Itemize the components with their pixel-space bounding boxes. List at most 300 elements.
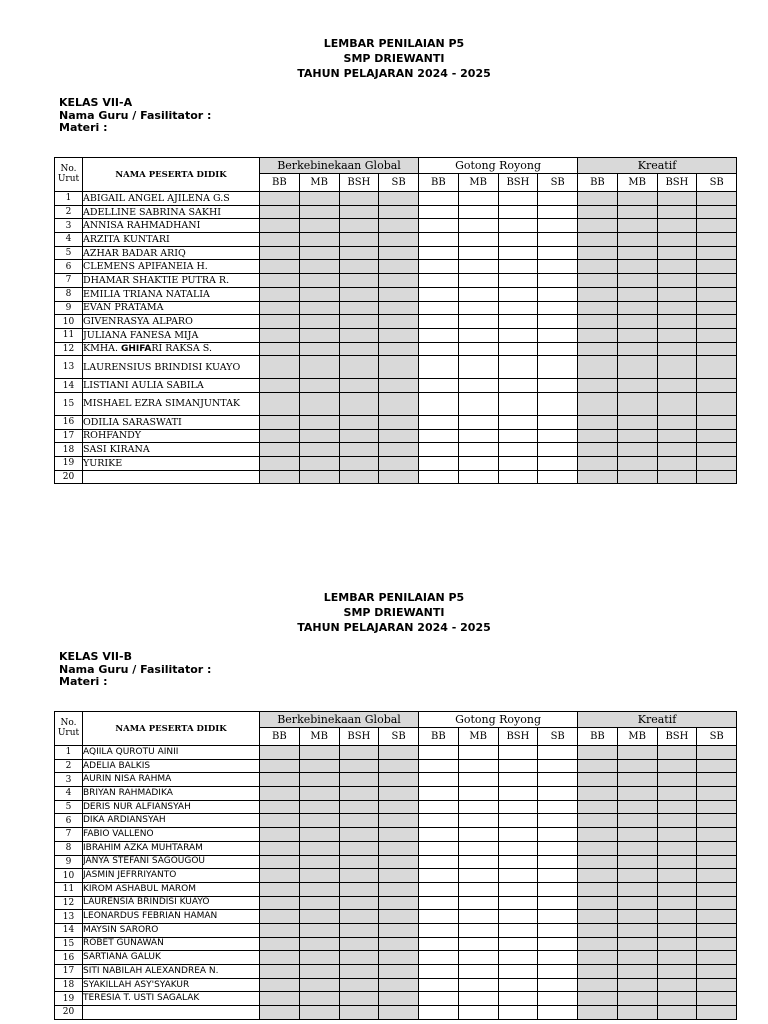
score-cell[interactable] xyxy=(339,246,379,260)
score-cell[interactable] xyxy=(578,773,618,787)
score-cell[interactable] xyxy=(299,855,339,869)
score-cell[interactable] xyxy=(617,814,657,828)
score-cell[interactable] xyxy=(299,828,339,842)
score-cell[interactable] xyxy=(419,896,459,910)
score-cell[interactable] xyxy=(538,1006,578,1020)
score-cell[interactable] xyxy=(260,951,300,965)
score-cell[interactable] xyxy=(617,287,657,301)
score-cell[interactable] xyxy=(617,923,657,937)
score-cell[interactable] xyxy=(260,392,300,415)
score-cell[interactable] xyxy=(379,759,419,773)
score-cell[interactable] xyxy=(538,814,578,828)
score-cell[interactable] xyxy=(538,937,578,951)
score-cell[interactable] xyxy=(697,882,737,896)
score-cell[interactable] xyxy=(498,260,538,274)
score-cell[interactable] xyxy=(657,260,697,274)
score-cell[interactable] xyxy=(299,443,339,457)
score-cell[interactable] xyxy=(458,896,498,910)
score-cell[interactable] xyxy=(657,379,697,393)
score-cell[interactable] xyxy=(260,315,300,329)
score-cell[interactable] xyxy=(617,470,657,484)
score-cell[interactable] xyxy=(578,828,618,842)
score-cell[interactable] xyxy=(617,233,657,247)
score-cell[interactable] xyxy=(379,274,419,288)
score-cell[interactable] xyxy=(260,246,300,260)
score-cell[interactable] xyxy=(538,457,578,471)
score-cell[interactable] xyxy=(578,260,618,274)
score-cell[interactable] xyxy=(498,287,538,301)
score-cell[interactable] xyxy=(458,356,498,379)
score-cell[interactable] xyxy=(299,315,339,329)
score-cell[interactable] xyxy=(299,219,339,233)
score-cell[interactable] xyxy=(697,246,737,260)
score-cell[interactable] xyxy=(617,855,657,869)
score-cell[interactable] xyxy=(578,392,618,415)
score-cell[interactable] xyxy=(697,379,737,393)
score-cell[interactable] xyxy=(498,443,538,457)
score-cell[interactable] xyxy=(617,443,657,457)
score-cell[interactable] xyxy=(339,937,379,951)
score-cell[interactable] xyxy=(419,457,459,471)
score-cell[interactable] xyxy=(697,260,737,274)
score-cell[interactable] xyxy=(260,219,300,233)
score-cell[interactable] xyxy=(299,379,339,393)
score-cell[interactable] xyxy=(419,759,459,773)
score-cell[interactable] xyxy=(299,415,339,429)
score-cell[interactable] xyxy=(419,429,459,443)
score-cell[interactable] xyxy=(498,301,538,315)
score-cell[interactable] xyxy=(458,814,498,828)
score-cell[interactable] xyxy=(419,192,459,206)
score-cell[interactable] xyxy=(419,787,459,801)
score-cell[interactable] xyxy=(657,233,697,247)
score-cell[interactable] xyxy=(299,951,339,965)
score-cell[interactable] xyxy=(379,392,419,415)
score-cell[interactable] xyxy=(657,800,697,814)
score-cell[interactable] xyxy=(339,219,379,233)
score-cell[interactable] xyxy=(578,746,618,760)
score-cell[interactable] xyxy=(419,992,459,1006)
score-cell[interactable] xyxy=(419,869,459,883)
score-cell[interactable] xyxy=(260,192,300,206)
score-cell[interactable] xyxy=(498,274,538,288)
score-cell[interactable] xyxy=(657,896,697,910)
score-cell[interactable] xyxy=(657,992,697,1006)
score-cell[interactable] xyxy=(538,192,578,206)
score-cell[interactable] xyxy=(697,274,737,288)
score-cell[interactable] xyxy=(379,746,419,760)
score-cell[interactable] xyxy=(697,841,737,855)
score-cell[interactable] xyxy=(299,274,339,288)
score-cell[interactable] xyxy=(339,192,379,206)
score-cell[interactable] xyxy=(339,415,379,429)
score-cell[interactable] xyxy=(657,246,697,260)
score-cell[interactable] xyxy=(657,192,697,206)
score-cell[interactable] xyxy=(578,951,618,965)
score-cell[interactable] xyxy=(697,787,737,801)
score-cell[interactable] xyxy=(657,814,697,828)
score-cell[interactable] xyxy=(498,841,538,855)
score-cell[interactable] xyxy=(538,869,578,883)
score-cell[interactable] xyxy=(538,328,578,342)
score-cell[interactable] xyxy=(339,869,379,883)
score-cell[interactable] xyxy=(419,937,459,951)
score-cell[interactable] xyxy=(578,415,618,429)
score-cell[interactable] xyxy=(299,246,339,260)
score-cell[interactable] xyxy=(379,855,419,869)
score-cell[interactable] xyxy=(657,910,697,924)
score-cell[interactable] xyxy=(299,923,339,937)
score-cell[interactable] xyxy=(419,205,459,219)
score-cell[interactable] xyxy=(379,233,419,247)
score-cell[interactable] xyxy=(498,800,538,814)
score-cell[interactable] xyxy=(458,246,498,260)
score-cell[interactable] xyxy=(339,910,379,924)
score-cell[interactable] xyxy=(260,746,300,760)
score-cell[interactable] xyxy=(419,328,459,342)
score-cell[interactable] xyxy=(538,246,578,260)
score-cell[interactable] xyxy=(458,443,498,457)
score-cell[interactable] xyxy=(419,978,459,992)
score-cell[interactable] xyxy=(657,1006,697,1020)
score-cell[interactable] xyxy=(458,260,498,274)
score-cell[interactable] xyxy=(657,773,697,787)
score-cell[interactable] xyxy=(498,882,538,896)
score-cell[interactable] xyxy=(379,965,419,979)
score-cell[interactable] xyxy=(339,1006,379,1020)
score-cell[interactable] xyxy=(379,841,419,855)
score-cell[interactable] xyxy=(578,855,618,869)
score-cell[interactable] xyxy=(458,951,498,965)
score-cell[interactable] xyxy=(498,392,538,415)
score-cell[interactable] xyxy=(498,992,538,1006)
score-cell[interactable] xyxy=(657,301,697,315)
score-cell[interactable] xyxy=(299,882,339,896)
score-cell[interactable] xyxy=(299,233,339,247)
score-cell[interactable] xyxy=(419,800,459,814)
score-cell[interactable] xyxy=(578,896,618,910)
score-cell[interactable] xyxy=(260,828,300,842)
score-cell[interactable] xyxy=(617,356,657,379)
score-cell[interactable] xyxy=(458,841,498,855)
score-cell[interactable] xyxy=(260,869,300,883)
score-cell[interactable] xyxy=(617,800,657,814)
score-cell[interactable] xyxy=(498,965,538,979)
score-cell[interactable] xyxy=(419,828,459,842)
score-cell[interactable] xyxy=(657,965,697,979)
score-cell[interactable] xyxy=(260,470,300,484)
score-cell[interactable] xyxy=(697,965,737,979)
score-cell[interactable] xyxy=(379,992,419,1006)
score-cell[interactable] xyxy=(498,192,538,206)
score-cell[interactable] xyxy=(697,219,737,233)
score-cell[interactable] xyxy=(379,882,419,896)
score-cell[interactable] xyxy=(299,470,339,484)
score-cell[interactable] xyxy=(458,457,498,471)
score-cell[interactable] xyxy=(578,429,618,443)
score-cell[interactable] xyxy=(419,342,459,356)
score-cell[interactable] xyxy=(578,356,618,379)
score-cell[interactable] xyxy=(697,287,737,301)
score-cell[interactable] xyxy=(379,356,419,379)
score-cell[interactable] xyxy=(697,205,737,219)
score-cell[interactable] xyxy=(339,992,379,1006)
score-cell[interactable] xyxy=(538,342,578,356)
score-cell[interactable] xyxy=(538,443,578,457)
score-cell[interactable] xyxy=(260,910,300,924)
score-cell[interactable] xyxy=(697,978,737,992)
score-cell[interactable] xyxy=(697,937,737,951)
score-cell[interactable] xyxy=(379,923,419,937)
score-cell[interactable] xyxy=(260,992,300,1006)
score-cell[interactable] xyxy=(458,379,498,393)
score-cell[interactable] xyxy=(617,457,657,471)
score-cell[interactable] xyxy=(419,392,459,415)
score-cell[interactable] xyxy=(498,457,538,471)
score-cell[interactable] xyxy=(339,301,379,315)
score-cell[interactable] xyxy=(379,328,419,342)
score-cell[interactable] xyxy=(339,746,379,760)
score-cell[interactable] xyxy=(260,328,300,342)
score-cell[interactable] xyxy=(578,910,618,924)
score-cell[interactable] xyxy=(458,787,498,801)
score-cell[interactable] xyxy=(538,379,578,393)
score-cell[interactable] xyxy=(538,965,578,979)
score-cell[interactable] xyxy=(299,192,339,206)
score-cell[interactable] xyxy=(697,855,737,869)
score-cell[interactable] xyxy=(617,951,657,965)
score-cell[interactable] xyxy=(339,965,379,979)
score-cell[interactable] xyxy=(538,882,578,896)
score-cell[interactable] xyxy=(538,896,578,910)
score-cell[interactable] xyxy=(538,315,578,329)
score-cell[interactable] xyxy=(299,896,339,910)
score-cell[interactable] xyxy=(260,923,300,937)
score-cell[interactable] xyxy=(260,759,300,773)
score-cell[interactable] xyxy=(260,379,300,393)
score-cell[interactable] xyxy=(697,800,737,814)
score-cell[interactable] xyxy=(419,841,459,855)
score-cell[interactable] xyxy=(617,937,657,951)
score-cell[interactable] xyxy=(657,315,697,329)
score-cell[interactable] xyxy=(578,800,618,814)
score-cell[interactable] xyxy=(697,951,737,965)
score-cell[interactable] xyxy=(538,923,578,937)
score-cell[interactable] xyxy=(339,978,379,992)
score-cell[interactable] xyxy=(697,923,737,937)
score-cell[interactable] xyxy=(498,470,538,484)
score-cell[interactable] xyxy=(657,855,697,869)
score-cell[interactable] xyxy=(458,882,498,896)
score-cell[interactable] xyxy=(617,896,657,910)
score-cell[interactable] xyxy=(419,219,459,233)
score-cell[interactable] xyxy=(260,787,300,801)
score-cell[interactable] xyxy=(260,415,300,429)
score-cell[interactable] xyxy=(498,937,538,951)
score-cell[interactable] xyxy=(578,287,618,301)
score-cell[interactable] xyxy=(538,219,578,233)
score-cell[interactable] xyxy=(299,869,339,883)
score-cell[interactable] xyxy=(657,205,697,219)
score-cell[interactable] xyxy=(458,855,498,869)
score-cell[interactable] xyxy=(578,301,618,315)
score-cell[interactable] xyxy=(260,287,300,301)
score-cell[interactable] xyxy=(617,746,657,760)
score-cell[interactable] xyxy=(419,233,459,247)
score-cell[interactable] xyxy=(538,978,578,992)
score-cell[interactable] xyxy=(379,978,419,992)
score-cell[interactable] xyxy=(458,192,498,206)
score-cell[interactable] xyxy=(458,759,498,773)
score-cell[interactable] xyxy=(498,896,538,910)
score-cell[interactable] xyxy=(538,800,578,814)
score-cell[interactable] xyxy=(617,379,657,393)
score-cell[interactable] xyxy=(299,787,339,801)
score-cell[interactable] xyxy=(578,274,618,288)
score-cell[interactable] xyxy=(538,759,578,773)
score-cell[interactable] xyxy=(498,759,538,773)
score-cell[interactable] xyxy=(419,246,459,260)
score-cell[interactable] xyxy=(538,392,578,415)
score-cell[interactable] xyxy=(339,392,379,415)
score-cell[interactable] xyxy=(339,287,379,301)
score-cell[interactable] xyxy=(617,246,657,260)
score-cell[interactable] xyxy=(379,951,419,965)
score-cell[interactable] xyxy=(458,328,498,342)
score-cell[interactable] xyxy=(299,205,339,219)
score-cell[interactable] xyxy=(458,828,498,842)
score-cell[interactable] xyxy=(578,992,618,1006)
score-cell[interactable] xyxy=(578,457,618,471)
score-cell[interactable] xyxy=(458,429,498,443)
score-cell[interactable] xyxy=(498,342,538,356)
score-cell[interactable] xyxy=(578,759,618,773)
score-cell[interactable] xyxy=(260,855,300,869)
score-cell[interactable] xyxy=(379,800,419,814)
score-cell[interactable] xyxy=(379,246,419,260)
score-cell[interactable] xyxy=(379,896,419,910)
score-cell[interactable] xyxy=(339,882,379,896)
score-cell[interactable] xyxy=(697,759,737,773)
score-cell[interactable] xyxy=(578,1006,618,1020)
score-cell[interactable] xyxy=(657,356,697,379)
score-cell[interactable] xyxy=(617,759,657,773)
score-cell[interactable] xyxy=(458,315,498,329)
score-cell[interactable] xyxy=(458,301,498,315)
score-cell[interactable] xyxy=(617,429,657,443)
score-cell[interactable] xyxy=(538,274,578,288)
score-cell[interactable] xyxy=(458,342,498,356)
score-cell[interactable] xyxy=(617,841,657,855)
score-cell[interactable] xyxy=(498,978,538,992)
score-cell[interactable] xyxy=(617,301,657,315)
score-cell[interactable] xyxy=(419,923,459,937)
score-cell[interactable] xyxy=(299,328,339,342)
score-cell[interactable] xyxy=(498,415,538,429)
score-cell[interactable] xyxy=(538,415,578,429)
score-cell[interactable] xyxy=(339,841,379,855)
score-cell[interactable] xyxy=(617,978,657,992)
score-cell[interactable] xyxy=(538,746,578,760)
score-cell[interactable] xyxy=(458,1006,498,1020)
score-cell[interactable] xyxy=(419,746,459,760)
score-cell[interactable] xyxy=(379,205,419,219)
score-cell[interactable] xyxy=(379,219,419,233)
score-cell[interactable] xyxy=(299,1006,339,1020)
score-cell[interactable] xyxy=(617,342,657,356)
score-cell[interactable] xyxy=(339,443,379,457)
score-cell[interactable] xyxy=(657,759,697,773)
score-cell[interactable] xyxy=(458,910,498,924)
score-cell[interactable] xyxy=(578,315,618,329)
score-cell[interactable] xyxy=(697,429,737,443)
score-cell[interactable] xyxy=(498,787,538,801)
score-cell[interactable] xyxy=(260,841,300,855)
score-cell[interactable] xyxy=(339,328,379,342)
score-cell[interactable] xyxy=(697,1006,737,1020)
score-cell[interactable] xyxy=(339,356,379,379)
score-cell[interactable] xyxy=(617,274,657,288)
score-cell[interactable] xyxy=(260,814,300,828)
score-cell[interactable] xyxy=(697,470,737,484)
score-cell[interactable] xyxy=(578,869,618,883)
score-cell[interactable] xyxy=(538,773,578,787)
score-cell[interactable] xyxy=(379,315,419,329)
score-cell[interactable] xyxy=(339,260,379,274)
score-cell[interactable] xyxy=(458,869,498,883)
score-cell[interactable] xyxy=(379,287,419,301)
score-cell[interactable] xyxy=(617,965,657,979)
score-cell[interactable] xyxy=(379,379,419,393)
score-cell[interactable] xyxy=(578,937,618,951)
score-cell[interactable] xyxy=(697,315,737,329)
score-cell[interactable] xyxy=(260,882,300,896)
score-cell[interactable] xyxy=(538,992,578,1006)
score-cell[interactable] xyxy=(458,937,498,951)
score-cell[interactable] xyxy=(339,855,379,869)
score-cell[interactable] xyxy=(458,470,498,484)
score-cell[interactable] xyxy=(578,787,618,801)
score-cell[interactable] xyxy=(657,828,697,842)
score-cell[interactable] xyxy=(498,923,538,937)
score-cell[interactable] xyxy=(697,910,737,924)
score-cell[interactable] xyxy=(657,219,697,233)
score-cell[interactable] xyxy=(697,192,737,206)
score-cell[interactable] xyxy=(617,910,657,924)
score-cell[interactable] xyxy=(617,328,657,342)
score-cell[interactable] xyxy=(260,937,300,951)
score-cell[interactable] xyxy=(260,301,300,315)
score-cell[interactable] xyxy=(657,457,697,471)
score-cell[interactable] xyxy=(260,457,300,471)
score-cell[interactable] xyxy=(657,937,697,951)
score-cell[interactable] xyxy=(657,470,697,484)
score-cell[interactable] xyxy=(538,260,578,274)
score-cell[interactable] xyxy=(498,328,538,342)
score-cell[interactable] xyxy=(578,814,618,828)
score-cell[interactable] xyxy=(657,978,697,992)
score-cell[interactable] xyxy=(379,1006,419,1020)
score-cell[interactable] xyxy=(339,896,379,910)
score-cell[interactable] xyxy=(299,342,339,356)
score-cell[interactable] xyxy=(419,773,459,787)
score-cell[interactable] xyxy=(458,415,498,429)
score-cell[interactable] xyxy=(260,965,300,979)
score-cell[interactable] xyxy=(697,415,737,429)
score-cell[interactable] xyxy=(458,773,498,787)
score-cell[interactable] xyxy=(260,896,300,910)
score-cell[interactable] xyxy=(260,342,300,356)
